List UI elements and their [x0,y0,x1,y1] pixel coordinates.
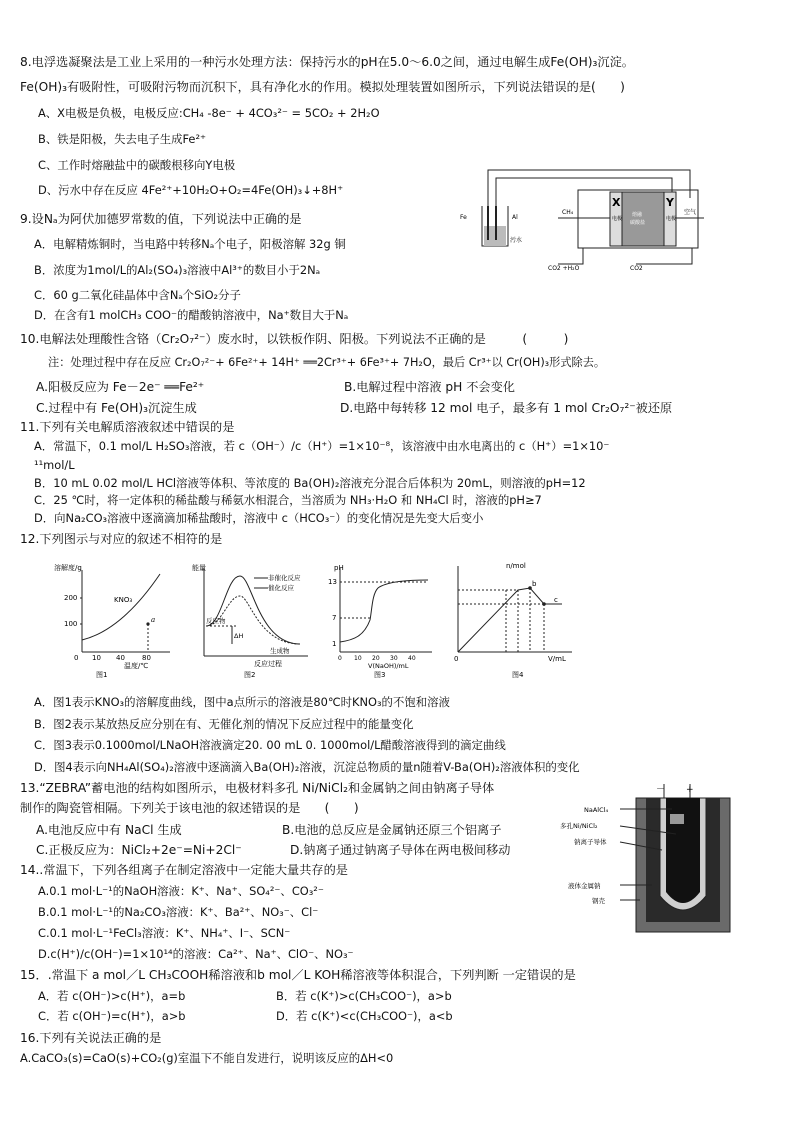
fig4-c-label: c [554,596,558,604]
ch4-label: CH₄ [562,209,574,216]
q8-option-d: D、污水中存在反应 4Fe²⁺+10H₂O+O₂=4Fe(OH)₃↓+8H⁺ [38,183,344,197]
fig4-point-c [542,602,546,606]
molten-label-2: 碳酸盐 [630,220,646,226]
q12-option-b: B．图2表示某放热反应分别在有、无催化剂的情况下反应过程中的能量变化 [34,717,414,731]
fig1-xtick-40: 40 [116,654,125,662]
fig4-origin: 0 [454,655,459,663]
fig1-point-a [146,622,149,625]
q10-note: 注：处理过程中存在反应 Cr₂O₇²⁻+ 6Fe²⁺+ 14H⁺ ══2Cr³⁺+ 6Fe³⁺+ 7H₂O，最后 Cr³⁺以 Cr(OH)₃形式除去。 [48,356,606,369]
battery-positive-terminal: + [686,785,694,795]
q12-option-d: D．图4表示向NH₄Al(SO₄)₂溶液中逐滴滴入Ba(OH)₂溶液，沉淀总物质的量n随着V-Ba(OH)₂溶液体积的变化 [34,760,580,774]
q11-stem: 11.下列有关电解质溶液叙述中错误的是 [20,420,235,434]
fig4-b-label: b [532,580,537,588]
zebra-battery-diagram [560,784,736,934]
battery-label-shell: 钢壳 [592,897,605,905]
molten-label-1: 熔融 [632,212,643,218]
co2-label: CO2 [630,265,643,272]
fig2-product-label: 生成物 [270,647,290,655]
fig3-ytick-13: 13 [328,578,337,586]
figure-4-precipitate-curve [446,560,576,678]
electrode-y-text: 电极 [666,216,677,222]
fig3-caption: 图3 [374,671,386,678]
fig3-xtick-10: 10 [354,655,362,662]
fig2-dh-label: ΔH [234,632,244,640]
fig2-uncatalyzed-label: 非催化反应 [268,574,301,582]
fig4-ylabel: n/mol [506,562,526,570]
figure-3-titration-curve [324,560,440,678]
fig1-xtick-80: 80 [142,654,151,662]
q14-option-d: D.c(H⁺)/c(OH⁻)=1×10¹⁴的溶液：Ca²⁺、Na⁺、ClO⁻、NO₃⁻ [38,947,354,961]
q14-option-a: A.0.1 mol·L⁻¹的NaOH溶液：K⁺、Na⁺、SO₄²⁻、CO₃²⁻ [38,884,324,898]
battery-label-conductor: 钠离子导体 [574,838,607,846]
q8-option-b: B、铁是阳极，失去电子生成Fe²⁺ [38,132,207,146]
fig1-caption: 图1 [96,671,108,678]
fig3-xtick-0: 0 [338,655,342,662]
q10-option-c: C.过程中有 Fe(OH)₃沉淀生成 [36,401,197,415]
q10-option-a: A.阳极反应为 Fe－2e⁻ ══Fe²⁺ [36,380,205,394]
q16-stem: 16.下列有关说法正确的是 [20,1031,162,1045]
electrode-y-label: Y [666,196,674,209]
fig4-xlabel: V/mL [548,655,566,663]
electrode-x-label: X [612,196,621,209]
fig1-point-label: a [151,616,156,624]
fig3-xtick-40: 40 [408,655,416,662]
fig2-catalyzed-label: 催化反应 [268,584,294,592]
q13-stem-line2: 制作的陶瓷管相隔。下列关于该电池的叙述错误的是 ( ) [20,801,359,815]
q14-stem: 14..常温下，下列各组离子在制定溶液中一定能大量共存的是 [20,863,348,877]
q13-option-d: D.钠离子通过钠离子导体在两电极间移动 [290,843,511,857]
q10-stem: 10.电解法处理酸性含铬（Cr₂O₇²⁻）废水时，以铁板作阴、阳极。下列说法不正确的是 ( ) [20,332,569,346]
q8-stem-line2: Fe(OH)₃有吸附性，可吸附污物而沉积下，具有净化水的作用。模拟处理装置如图所示，下列说法错误的是( ) [20,80,625,94]
q15-option-b: B．若 c(K⁺)>c(CH₃COO⁻)，a>b [276,989,452,1003]
q9-option-b: B．浓度为1mol/L的Al₂(SO₄)₃溶液中Al³⁺的数目小于2Nₐ [34,263,321,277]
q14-option-b: B.0.1 mol·L⁻¹的Na₂CO₃溶液：K⁺、Ba²⁺、NO₃⁻、Cl⁻ [38,905,319,919]
fig1-xlabel: 温度/℃ [124,662,149,670]
q10-option-d: D.电路中每转移 12 mol 电子，最多有 1 mol Cr₂O₇²⁻被还原 [340,401,673,415]
q11-option-d: D．向Na₂CO₃溶液中逐滴滴加稀盐酸时，溶液中 c（HCO₃⁻）的变化情况是先变大后变小 [34,511,484,525]
fig1-ytick-100: 100 [64,620,78,628]
q12-option-a: A．图1表示KNO₃的溶解度曲线，图中a点所示的溶液是80℃时KNO₃的不饱和溶液 [34,695,450,709]
wastewater-label: 污水 [510,237,523,244]
q10-option-b: B.电解过程中溶液 pH 不会变化 [344,380,515,394]
q15-stem: 15．.常温下 a mol／L CH₃COOH稀溶液和b mol／L KOH稀溶液等体积混合，下列判断 一定错误的是 [20,968,576,982]
fig1-curve-label: KNO₃ [114,596,133,604]
q12-stem: 12.下列图示与对应的叙述不相符的是 [20,532,223,546]
q11-option-c: C．25 ℃时，将一定体积的稀盐酸与稀氨水相混合，当溶质为 NH₃·H₂O 和 NH₄Cl 时，溶液的pH≥7 [34,493,542,507]
fig1-ylabel: 溶解度/g [54,564,82,572]
q9-stem: 9.设Nₐ为阿伏加德罗常数的值，下列说法中正确的是 [20,212,302,226]
fig3-ytick-1: 1 [332,640,337,648]
q15-option-d: D．若 c(K⁺)<c(CH₃COO⁻)，a<b [276,1009,453,1023]
battery-negative-terminal: － [656,785,666,795]
fig2-ylabel: 能量 [192,564,206,572]
q8-option-a: A、X电极是负极，电极反应:CH₄ -8e⁻ + 4CO₃²⁻ = 5CO₂ + 2H₂O [38,106,380,120]
air-label: 空气 [684,209,697,216]
q14-option-c: C.0.1 mol·L⁻¹FeCl₃溶液：K⁺、NH₄⁺、I⁻、SCN⁻ [38,926,291,940]
q8-option-c: C、工作时熔融盐中的碳酸根移向Y电极 [38,158,236,172]
fig3-ylabel: pH [334,564,344,572]
q15-option-c: C．若 c(OH⁻)=c(H⁺)，a>b [38,1009,186,1023]
co2-h2o-label: CO2 +H₂O [548,265,580,272]
fig1-xtick-10: 10 [92,654,101,662]
electroflotation-apparatus-diagram [458,160,714,272]
fig3-ytick-7: 7 [332,614,337,622]
fig4-caption: 图4 [512,671,524,678]
fig2-reactant-label: 反应物 [206,617,226,625]
q12-option-c: C．图3表示0.1000mol/LNaOH溶液滴定20. 00 mL 0. 1000mol/L醋酸溶液得到的滴定曲线 [34,738,506,752]
fe-label: Fe [460,214,467,221]
fig2-caption: 图2 [244,671,256,678]
fig1-ytick-200: 200 [64,594,78,602]
figure-2-energy-profile [192,560,314,678]
q9-option-c: C．60 g二氧化硅晶体中含Nₐ个SiO₂分子 [34,288,241,302]
fig1-ytick-0: 0 [74,654,79,662]
battery-label-naalcl4: NaAlCl₄ [584,806,609,814]
figure-1-solubility [52,560,174,678]
q13-option-b: B.电池的总反应是金属钠还原三个铝离子 [282,823,502,837]
q9-option-a: A．电解精炼铜时，当电路中转移Nₐ个电子，阳极溶解 32g 铜 [34,237,346,251]
q13-stem-line1: 13.“ZEBRA”蓄电池的结构如图所示，电极材料多孔 Ni/NiCl₂和金属钠之间由钠离子导体 [20,781,495,795]
q9-option-d: D．在含有1 molCH₃ COO⁻的醋酸钠溶液中，Na⁺数目大于Nₐ [34,308,349,322]
q15-option-a: A．若 c(OH⁻)>c(H⁺)，a=b [38,989,186,1003]
q13-option-a: A.电池反应中有 NaCl 生成 [36,823,182,837]
electrode-x-text: 电极 [612,216,623,222]
fig2-xlabel: 反应过程 [254,660,282,668]
q11-option-b: B．10 mL 0.02 mol/L HCl溶液等体积、等浓度的 Ba(OH)₂溶液充分混合后体积为 20mL，则溶液的pH=12 [34,476,586,490]
al-label: Al [512,214,518,221]
q8-stem-line1: 8.电浮选凝聚法是工业上采用的一种污水处理方法：保持污水的pH在5.0～6.0之间，通过电解生成Fe(OH)₃沉淀。 [20,55,634,69]
q11-option-a-line1: A．常温下，0.1 mol/L H₂SO₃溶液，若 c（OH⁻）/c（H⁺）=1×10⁻⁸，该溶液中由水电离出的 c（H⁺）=1×10⁻ [34,439,610,453]
fig3-xlabel: V(NaOH)/mL [368,662,409,670]
q16-option-a: A.CaCO₃(s)=CaO(s)+CO₂(g)室温下不能自发进行，说明该反应的ΔH<0 [20,1051,394,1065]
battery-label-sodium: 液体金属钠 [568,882,601,890]
battery-label-ni-nicl2: 多孔Ni/NiCl₂ [560,822,598,830]
fig3-xtick-20: 20 [372,655,380,662]
q11-option-a-line2: ¹¹mol/L [34,458,75,472]
q13-option-c: C.正极反应为：NiCl₂+2e⁻=Ni+2Cl⁻ [36,843,242,857]
fig3-xtick-30: 30 [390,655,398,662]
